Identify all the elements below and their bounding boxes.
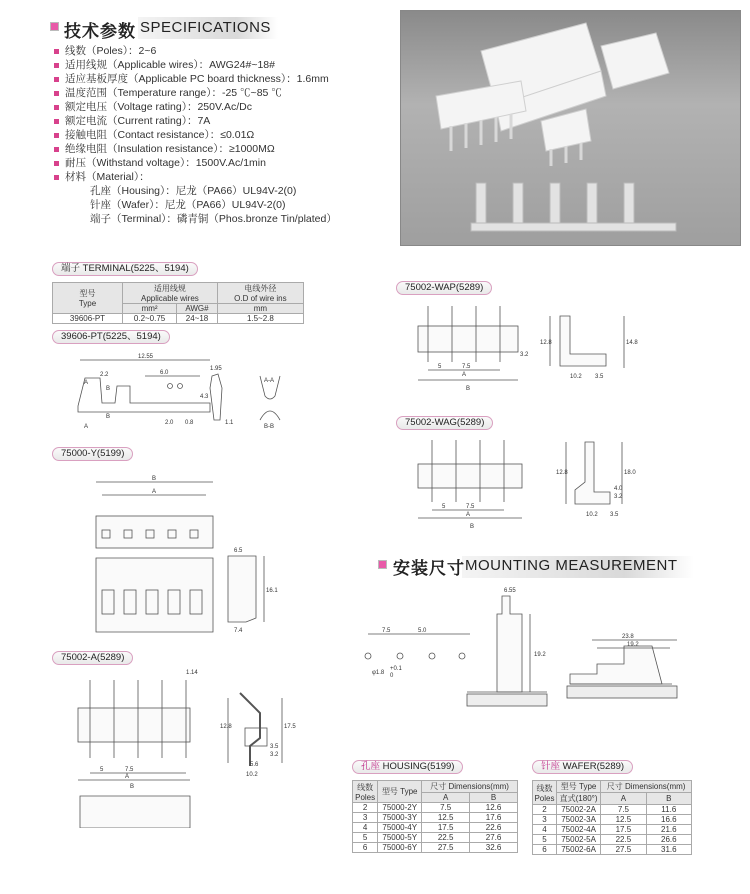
- dim-label: 6.0: [160, 370, 169, 376]
- a-label: 75002-A(5289): [52, 651, 133, 665]
- dim-label: 0.8: [185, 420, 194, 426]
- table-row: 5 75000-5Y 22.5 27.6: [353, 833, 518, 843]
- spec-contact: 接触电阻（Contact resistance）：≤0.01Ω: [65, 129, 255, 141]
- dim-label: 5.0: [418, 628, 427, 634]
- product-photo: [400, 10, 741, 246]
- dim-label: +0.1: [390, 666, 402, 672]
- spec-voltage: 额定电压（Voltage rating）：250V.Ac/Dc: [65, 101, 252, 113]
- dim-label: B: [130, 784, 135, 790]
- terminal-label: 端子 TERMINAL(5225、5194): [52, 262, 198, 276]
- dim-label: 3.5: [595, 374, 604, 380]
- dim-label: A: [84, 424, 89, 430]
- dim-label: 10.2: [570, 374, 582, 380]
- table-row: 6 75002-6A 27.5 31.6: [533, 845, 692, 855]
- housing-table: 线数 Poles 型号 Type 尺寸 Dimensions(mm) A B 2 75000-2Y 7.5 12.6 3 75000-3Y 12.5 17.6 4 75000-4Y 17.5 22.6 5 75000-5Y 22.5 27.6 6 75000-6Y 27.5 32.6: [352, 780, 518, 853]
- table-cell: 0.2~0.75: [123, 314, 177, 324]
- dim-label: A: [152, 489, 157, 495]
- spec-temp: 温度范围（Temperature range）：-25 ℃~85 ℃: [65, 87, 282, 99]
- material-wafer: 针座（Wafer）：尼龙（PA66）UL94V-2(0): [90, 199, 286, 211]
- table-row: 4 75002-4A 17.5 21.6: [533, 825, 692, 835]
- dim-label: 4.3: [200, 394, 209, 400]
- y-housing-drawing: [88, 472, 278, 642]
- dim-label: 6.55: [504, 588, 516, 594]
- spec-wires: 适用线规（Applicable wires）：AWG24#~18#: [65, 59, 275, 71]
- dim-label: 23.8: [622, 634, 634, 640]
- wafer-label: 针座 WAFER(5289): [532, 760, 633, 774]
- pt-terminal-drawing: [60, 348, 290, 438]
- connector-photo-illustration: [401, 11, 742, 247]
- dim-label: 12.8: [220, 724, 232, 730]
- dim-label: B: [470, 524, 475, 530]
- dim-label: B: [106, 386, 111, 392]
- dim-label: 12.8: [540, 340, 552, 346]
- dim-label: A: [125, 774, 130, 780]
- dim-label: 19.2: [627, 642, 639, 648]
- mounting-title-cn: 安装尺寸: [393, 559, 465, 578]
- table-row: 4 75000-4Y 17.5 22.6: [353, 823, 518, 833]
- dim-label: B-B: [264, 424, 275, 430]
- table-row: 5 75002-5A 22.5 26.6: [533, 835, 692, 845]
- bullet-icon: [54, 161, 59, 166]
- table-row: 2 75000-2Y 7.5 12.6: [353, 803, 518, 813]
- wap-wafer-drawing: [410, 296, 650, 396]
- spec-withstand: 耐压（Withstand voltage）：1500V.Ac/1min: [65, 157, 266, 169]
- spec-current: 额定电流（Current rating）：7A: [65, 115, 211, 127]
- dim-label: 17.5: [284, 724, 296, 730]
- dim-label: 3.5: [270, 744, 279, 750]
- dim-label: 3.2: [520, 352, 529, 358]
- table-row: 3 75002-3A 12.5 16.6: [533, 815, 692, 825]
- dim-label: B: [106, 414, 111, 420]
- dim-label: 5: [438, 364, 442, 370]
- dim-label: 7.5: [462, 364, 471, 370]
- dim-label: 3.2: [270, 752, 279, 758]
- mounting-title-en: MOUNTING MEASUREMENT: [465, 557, 678, 574]
- bullet-icon: [54, 147, 59, 152]
- table-row: 3 75000-3Y 12.5 17.6: [353, 813, 518, 823]
- spec-insulation: 绝缘电阻（Insulation resistance）：≥1000MΩ: [65, 143, 275, 155]
- dim-label: 18.0: [624, 470, 636, 476]
- dim-label: A: [84, 380, 89, 386]
- dim-label: 4.0: [614, 486, 623, 492]
- dim-label: 1.14: [186, 670, 198, 676]
- a-wafer-drawing: [70, 668, 340, 828]
- wafer-table: 线数 Poles 型号 Type 尺寸 Dimensions(mm) 直式(180°) A B 2 75002-2A 7.5 11.6 3 75002-3A 12.5 16.6 4 75002-4A 17.5 21.6 5 75002-5A 22.5 26.6 6 75002-6A 27.5 31.6: [532, 780, 692, 855]
- dim-label: 7.5: [466, 504, 475, 510]
- table-row: 2 75002-2A 7.5 11.6: [533, 805, 692, 815]
- dim-label: 1.95: [210, 366, 222, 372]
- dim-label: φ1.8: [372, 670, 385, 676]
- bullet-icon: [54, 105, 59, 110]
- mounting-drawing: [352, 584, 697, 724]
- dim-label: 10.2: [586, 512, 598, 518]
- dim-label: 2.2: [100, 372, 109, 378]
- dim-label: A: [462, 372, 467, 378]
- dim-label: 7.4: [234, 628, 243, 634]
- dim-label: 1.1: [225, 420, 234, 426]
- dim-label: 3.5: [610, 512, 619, 518]
- dim-label: 5.6: [250, 762, 259, 768]
- dim-label: 5: [442, 504, 446, 510]
- table-cell: 24~18: [177, 314, 218, 324]
- bullet-icon: [54, 49, 59, 54]
- dim-label: 5: [100, 767, 104, 773]
- dim-label: B: [466, 386, 471, 392]
- bullet-icon: [54, 63, 59, 68]
- table-cell: 39606-PT: [53, 314, 123, 324]
- spec-title-en: SPECIFICATIONS: [140, 19, 271, 36]
- dim-label: B: [152, 476, 157, 482]
- wap-label: 75002-WAP(5289): [396, 281, 492, 295]
- terminal-table: 型号 Type 适用线规 Applicable wires 电线外径 O.D of wire ins mm² AWG# mm 39606-PT 0.2~0.75 24~18 1.5~2.8: [52, 282, 304, 324]
- dim-label: 19.2: [534, 652, 546, 658]
- dim-label: 10.2: [246, 772, 258, 778]
- dim-label: 12.55: [138, 354, 154, 360]
- dim-label: 7.5: [125, 767, 134, 773]
- bullet-icon: [54, 175, 59, 180]
- bullet-icon: [54, 91, 59, 96]
- pink-square-icon: [378, 560, 387, 569]
- y-label: 75000-Y(5199): [52, 447, 133, 461]
- wag-label: 75002-WAG(5289): [396, 416, 493, 430]
- bullet-icon: [54, 77, 59, 82]
- housing-label: 孔座 HOUSING(5199): [352, 760, 463, 774]
- table-row: 6 75000-6Y 27.5 32.6: [353, 843, 518, 853]
- bullet-icon: [54, 119, 59, 124]
- wag-wafer-drawing: [410, 432, 650, 530]
- pink-square-icon: [50, 22, 59, 31]
- dim-label: 16.1: [266, 588, 278, 594]
- dim-label: 3.2: [614, 494, 623, 500]
- spec-pcb: 适应基板厚度（Applicable PC board thickness）：1.6mm: [65, 73, 329, 85]
- dim-label: 7.5: [382, 628, 391, 634]
- bullet-icon: [54, 133, 59, 138]
- spec-material: 材料（Material）：: [65, 171, 150, 183]
- dim-label: A: [466, 512, 471, 518]
- dim-label: A-A: [264, 378, 275, 384]
- spec-poles: 线数（Poles）：2~6: [65, 45, 157, 57]
- dim-label: 12.8: [556, 470, 568, 476]
- material-terminal: 端子（Terminal）：磷青铜（Phos.bronze Tin/plated）: [90, 213, 337, 225]
- dim-label: 2.0: [165, 420, 174, 426]
- pt-label: 39606-PT(5225、5194): [52, 330, 170, 344]
- table-cell: 1.5~2.8: [217, 314, 303, 324]
- material-housing: 孔座（Housing）：尼龙（PA66）UL94V-2(0): [90, 185, 297, 197]
- dim-label: 14.8: [626, 340, 638, 346]
- spec-title-cn: 技术参数: [64, 22, 136, 41]
- dim-label: 6.5: [234, 548, 243, 554]
- dim-label: 0: [390, 673, 394, 679]
